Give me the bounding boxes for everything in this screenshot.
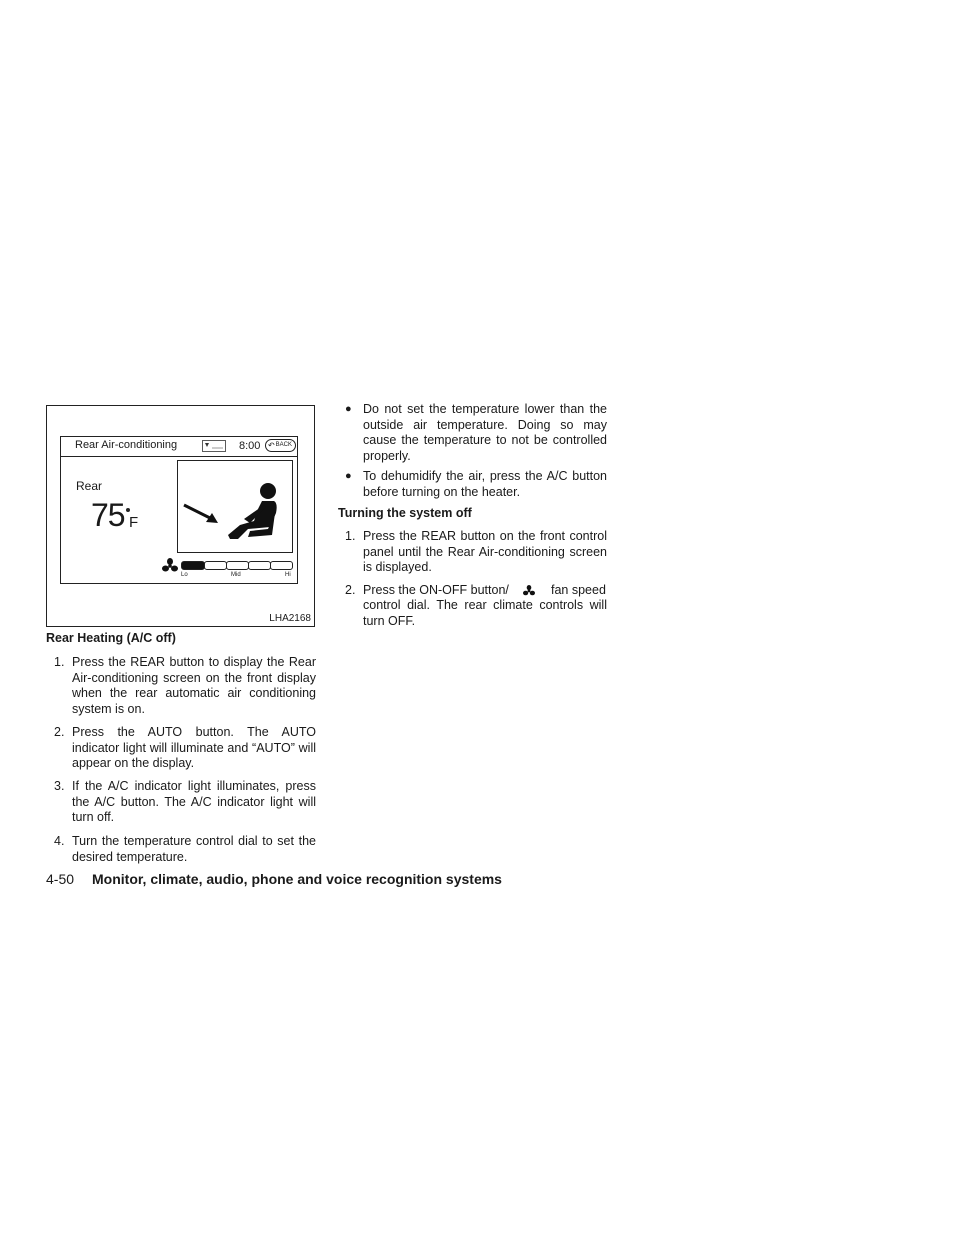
fan-label-lo: Lo [181, 572, 188, 578]
step-number: 1. [54, 655, 65, 669]
airflow-panel [177, 460, 293, 553]
fan-label-hi: Hi [285, 572, 291, 578]
screen-title-bar [61, 437, 297, 457]
fan-seg [226, 561, 249, 570]
temperature-value: 75 [91, 497, 125, 533]
figure-code: LHA2168 [269, 613, 311, 624]
fan-seg [270, 561, 293, 570]
screen-title: Rear Air-conditioning [75, 439, 178, 451]
step-text-before: Press the ON-OFF button/ [363, 583, 509, 597]
back-label: BACK [275, 442, 292, 448]
clock: 8:00 [239, 440, 261, 452]
step-text-after: control dial. The rear climate controls will turn OFF. [363, 598, 607, 628]
step-number: 4. [54, 834, 65, 848]
bullet-text: To dehumidify the air, press the A/C button before turning on the heater. [363, 469, 607, 499]
degree-icon [126, 508, 130, 512]
step-text-after-start: fan speed [551, 583, 606, 597]
fan-icon [523, 585, 535, 597]
step-number: 1. [345, 529, 356, 543]
fan-seg [248, 561, 271, 570]
fan-icon [162, 558, 178, 574]
back-arrow-icon: ↶ [268, 441, 275, 450]
step-text: Press the REAR button to display the Rear Air-conditioning screen on the front display when the rear automatic air conditioning system is on. [72, 655, 316, 716]
fan-seg [204, 561, 227, 570]
temperature-unit: F [129, 514, 139, 531]
fan-seg-active [181, 561, 205, 570]
back-button [265, 439, 296, 452]
bullet-icon: ● [345, 403, 352, 415]
step-text: If the A/C indicator light illuminates, press the A/C button. The A/C indicator light will turn off. [72, 779, 316, 825]
zone-label: Rear [76, 479, 103, 493]
section-title: Monitor, climate, audio, phone and voice recognition systems [92, 871, 502, 887]
bullet-icon: ● [345, 470, 352, 482]
step-number: 3. [54, 779, 65, 793]
step-text: Press the AUTO button. The AUTO indicator light will illuminate and “AUTO” will appear on the display. [72, 725, 316, 771]
display-screen [60, 436, 298, 584]
figure-rear-ac-screen [46, 405, 315, 627]
step-text: Press the REAR button on the front control panel until the Rear Air-conditioning screen is displayed. [363, 529, 607, 575]
left-heading: Rear Heating (A/C off) [46, 631, 176, 645]
step-number: 2. [345, 583, 356, 597]
right-heading: Turning the system off [338, 506, 472, 520]
fan-speed-bar [181, 561, 293, 578]
dual-zone-icon [202, 440, 226, 452]
step-number: 2. [54, 725, 65, 739]
bullet-text: Do not set the temperature lower than the outside air temperature. Doing so may cause the temperature to not be controlled properly. [363, 402, 607, 463]
step-text: Turn the temperature control dial to set the desired temperature. [72, 834, 316, 864]
fan-label-mid: Mid [231, 572, 241, 578]
page-number: 4-50 [46, 871, 75, 887]
seated-person-icon [178, 461, 292, 552]
